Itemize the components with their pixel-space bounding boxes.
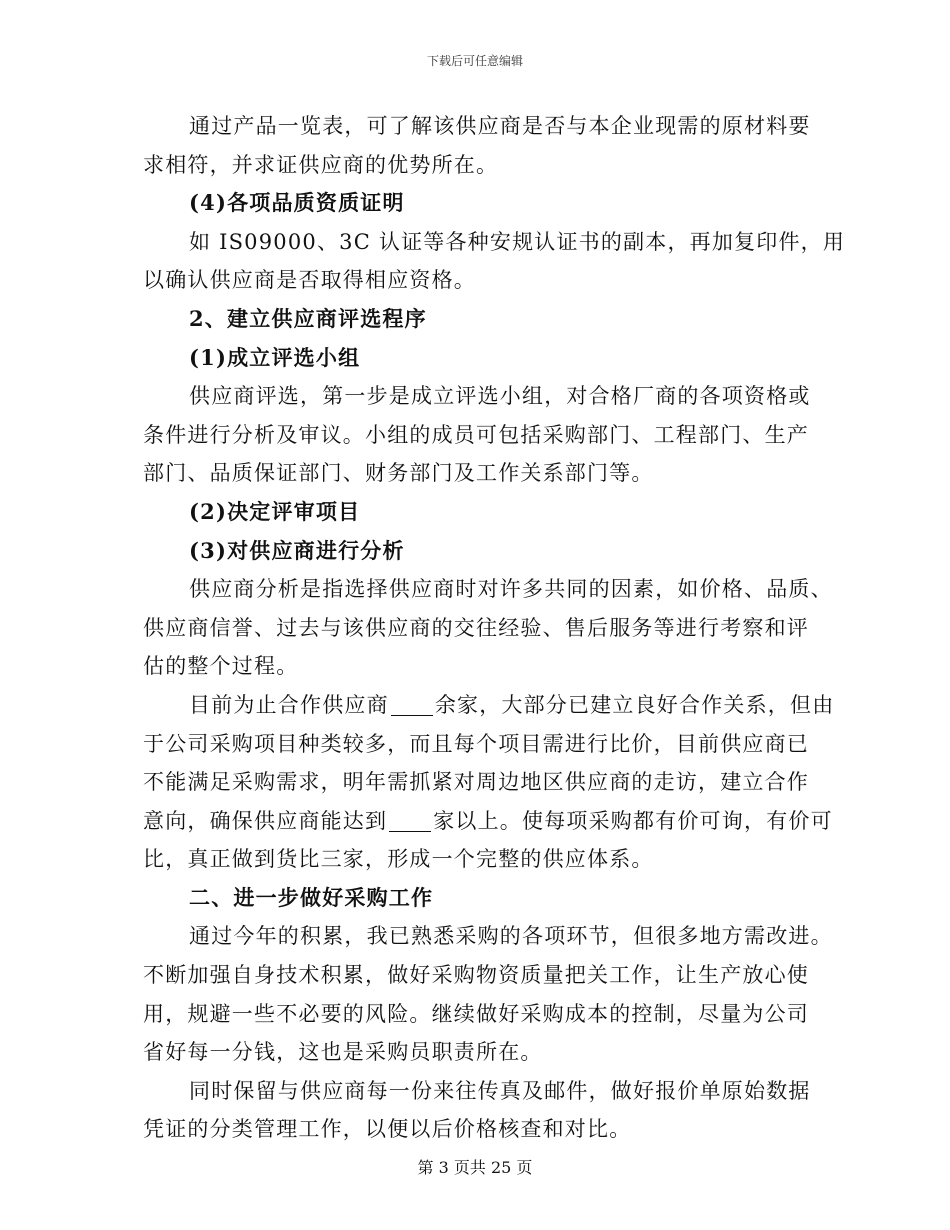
paragraph-line: 条件进行分析及审议。小组的成员可包括采购部门、工程部门、生产 — [143, 422, 809, 447]
document-body — [143, 107, 846, 1149]
paragraph-line: 以确认供应商是否取得相应资格。 — [143, 268, 476, 293]
paragraph-line: 通过产品一览表，可了解该供应商是否与本企业现需的原材料要 — [189, 114, 811, 138]
section-heading: (1)成立评选小组 — [189, 344, 361, 370]
paragraph-line — [143, 802, 833, 841]
fill-in-blank — [389, 830, 431, 832]
paragraph-line: 供应商信誉、过去与该供应商的交往经验、售后服务等进行考察和评 — [143, 615, 809, 640]
paragraph-line: 供应商分析是指选择供应商时对许多共同的因素，如价格、品质、 — [189, 577, 833, 602]
paragraph-line: 估的整个过程。 — [143, 654, 299, 679]
paragraph-line: 同时保留与供应商每一份来往传真及邮件，做好报价单原始数据 — [189, 1078, 811, 1103]
paragraph-line: 通过今年的积累，我已熟悉采购的各项环节，但很多地方需改进。 — [189, 924, 833, 949]
section-heading: 二、进一步做好采购工作 — [189, 884, 434, 910]
section-heading: (4)各项品质资质证明 — [189, 190, 405, 216]
text-segment: 目前为止合作供应商 — [189, 692, 389, 717]
text-segment: 意向，确保供应商能达到 — [143, 808, 388, 833]
paragraph-line: 用，规避一些不必要的风险。继续做好采购成本的控制，尽量为公司 — [143, 1001, 809, 1026]
paragraph-line: 不能满足采购需求，明年需抓紧对周边地区供应商的走访，建立合作 — [143, 770, 809, 795]
fill-in-blank — [391, 714, 433, 716]
paragraph-line: 如 IS09000、3C 认证等各种安规认证书的副本，再加复印件，用 — [189, 229, 846, 254]
paragraph-line: 比，真正做到货比三家，形成一个完整的供应体系。 — [143, 847, 654, 872]
paragraph-line: 供应商评选，第一步是成立评选小组，对合格厂商的各项资格或 — [189, 384, 811, 409]
section-heading: (3)对供应商进行分析 — [189, 537, 405, 563]
page-header: 下载后可任意编辑 — [426, 54, 523, 68]
page-footer: 第 3 页共 25 页 — [417, 1158, 533, 1177]
text-segment: 余家，大部分已建立良好合作关系，但由 — [434, 692, 835, 717]
paragraph-line: 不断加强自身技术积累，做好采购物资质量把关工作，让生产放心使 — [143, 963, 809, 988]
paragraph-line — [143, 686, 835, 725]
paragraph-line: 部门、品质保证部门、财务部门及工作关系部门等。 — [143, 461, 654, 486]
section-heading: 2、建立供应商评选程序 — [189, 305, 427, 331]
paragraph-line: 凭证的分类管理工作，以便以后价格核查和对比。 — [143, 1117, 632, 1142]
paragraph-line: 于公司采购项目种类较多，而且每个项目需进行比价，目前供应商已 — [143, 731, 809, 756]
paragraph-line: 省好每一分钱，这也是采购员职责所在。 — [143, 1040, 543, 1065]
paragraph-line: 求相符，并求证供应商的优势所在。 — [143, 152, 499, 177]
section-heading: (2)决定评审项目 — [189, 498, 361, 524]
text-segment: 家以上。使每项采购都有价可询，有价可 — [433, 808, 833, 833]
